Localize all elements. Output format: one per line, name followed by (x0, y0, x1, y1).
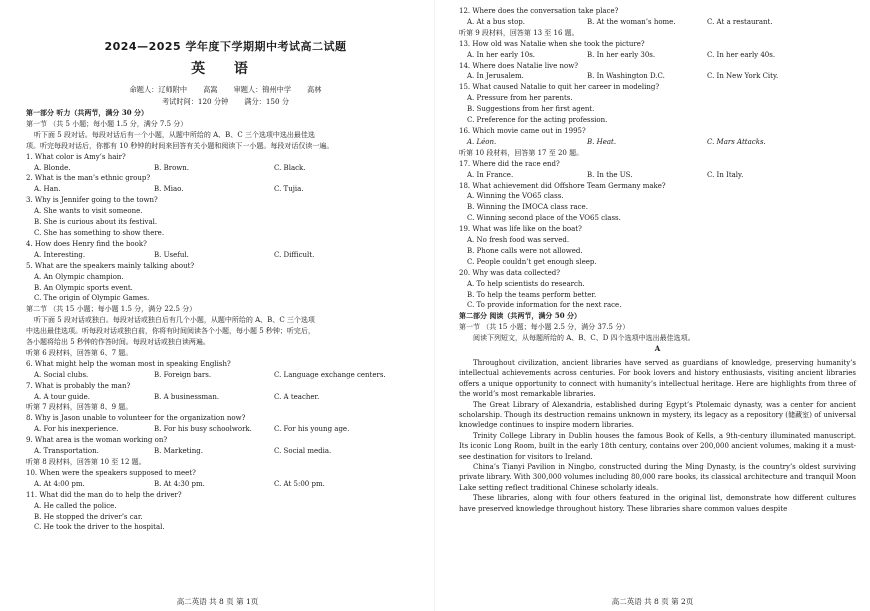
option[interactable]: C. At a restaurant. (707, 17, 773, 26)
question-stem: 8. Why is Jason unable to volunteer for the organization now? (26, 414, 246, 423)
option[interactable]: B. Miao. (154, 185, 184, 194)
question-stem: 18. What achievement did Offshore Team Germany make? (459, 181, 666, 190)
question-stem: 3. Why is Jennifer going to the town? (26, 196, 158, 205)
option[interactable]: A. In Jerusalem. (467, 72, 524, 81)
section2-instruction: 听下面 5 段对话或独白。每段对话或独白后有几个小题，从题中所给的 A、B、C 三个选项 (34, 316, 315, 325)
option[interactable]: B. He stopped the driver’s car. (34, 512, 143, 521)
page-footer: 高二英语 共 8 页 第 2页 (611, 597, 694, 606)
option[interactable]: A. Interesting. (34, 250, 86, 259)
exam-title: 2024—2025 学年度下学期期中考试高二试题 (104, 40, 347, 53)
option[interactable]: B. She is curious about its festival. (34, 218, 158, 227)
question-stem: 14. Where does Natalie live now? (459, 61, 578, 70)
section1-instruction: 项。听完每段对话后，你都有 10 秒钟的时间来回答有关小题和阅读下一小题。每段对话仅读一遍。 (26, 141, 334, 150)
option[interactable]: C. Mars Attacks. (707, 137, 766, 146)
option[interactable]: B. For his busy schoolwork. (154, 425, 252, 434)
question-stem: 7. What is probably the man? (26, 381, 131, 390)
section1-instruction: 听下面 5 段对话。每段对话后有一个小题，从题中所给的 A、B、C 三个选项中选出最佳选 (34, 130, 315, 139)
question-stem: 5. What are the speakers mainly talking about? (26, 261, 195, 270)
part2-instruction: 阅读下列短文，从每题所给的 A、B、C、D 四个选项中选出最佳选项。 (473, 334, 695, 343)
question-stem: 1. What color is Amy’s hair? (26, 152, 126, 161)
option[interactable]: A. In France. (467, 170, 514, 179)
option[interactable]: B. Useful. (154, 250, 189, 259)
option-row (459, 137, 856, 148)
question-stem: 11. What did the man do to help the driver? (26, 490, 182, 499)
setter-label: 命题人：辽师附中 (129, 85, 188, 94)
option[interactable]: A. Transportation. (34, 447, 99, 456)
option-row (26, 479, 425, 490)
passage-paragraph: Trinity College Library in Dublin houses the famous Book of Kells, a 9th-century illuminated manuscript. Its iconic Long Room, built in the early 18th century, contains over 200,000 ancient volumes, making it a must-see destination for visitors to Ireland. (459, 431, 856, 461)
option[interactable]: C. Social media. (274, 447, 332, 456)
material-note: 听第 7 段材料，回答第 8、9 题。 (26, 403, 133, 412)
passage-paragraph: China’s Tianyi Pavilion in Ningbo, constructed during the Ming Dynasty, is the country’s oldest surviving private library. With 300,000 volumes including 80,000 rare books, its classical architecture and tranquil Moon Lake setting reflect traditional Chinese scholarly ideals. (459, 463, 856, 492)
option-row (459, 50, 856, 61)
option[interactable]: B. In her early 30s. (587, 50, 656, 59)
option[interactable]: C. He took the driver to the hospital. (34, 523, 165, 532)
option[interactable]: B. At the woman’s home. (587, 17, 676, 26)
question-stem: 9. What area is the woman working on? (26, 436, 168, 445)
option[interactable]: A. In her early 10s. (467, 50, 536, 59)
option[interactable]: A. Han. (34, 185, 61, 194)
option[interactable]: C. In her early 40s. (707, 50, 776, 59)
question-stem: 6. What might help the woman most in speaking English? (26, 359, 231, 368)
option[interactable]: B. Phone calls were not allowed. (467, 246, 583, 255)
option[interactable]: C. Preference for the acting profession. (467, 116, 608, 125)
question-stem: 4. How does Henry find the book? (26, 239, 147, 248)
material-note: 听第 8 段材料，回答第 10 至 12 题。 (26, 458, 146, 466)
option[interactable]: B. Marketing. (154, 447, 203, 456)
passage-paragraph: Throughout civilization, ancient libraries have served as guardians of knowledge, preserving humanity’s intellectual achievements across centuries. For book lovers and history enthusiasts, visiting ancient libraries offers a unique opportunity to connect with humanity’s intellectual heritage. Here are highlights from three of the world’s most remarkable libraries. (459, 359, 856, 399)
option[interactable]: C. Language exchange centers. (274, 370, 386, 379)
option[interactable]: C. For his young age. (274, 425, 350, 434)
option[interactable]: B. In Washington D.C. (587, 72, 665, 81)
option[interactable]: B. An Olympic sports event. (34, 283, 133, 292)
question-stem: 12. Where does the conversation take place? (459, 7, 619, 15)
option[interactable]: B. To help the teams perform better. (467, 290, 597, 299)
question-stem: 2. What is the man’s ethnic group? (26, 174, 151, 183)
option[interactable]: A. Blonde. (34, 163, 71, 172)
option-row (26, 250, 425, 261)
option[interactable]: B. Foreign bars. (154, 370, 212, 379)
part2-section1-header: 第一节 （共 15 小题；每小题 2.5 分，满分 37.5 分） (459, 323, 630, 332)
option[interactable]: B. In the US. (587, 170, 633, 179)
exam-score: 满分：150 分 (244, 97, 290, 106)
option-row (459, 17, 856, 28)
question-stem: 10. When were the speakers supposed to meet? (26, 468, 196, 477)
option-row (459, 71, 856, 82)
option[interactable]: A. At a bus stop. (467, 17, 526, 26)
option[interactable]: C. Difficult. (274, 250, 315, 259)
section2-header: 第二节 （共 15 小题；每小题 1.5 分，满分 22.5 分） (26, 305, 197, 314)
option[interactable]: C. The origin of Olympic Games. (34, 294, 150, 303)
option-row (26, 163, 425, 174)
section2-instruction: 中选出最佳选项。听每段对话或独白前，你将有时间阅读各个小题，每小题 5 秒钟；听完后， (26, 327, 315, 336)
reviewer-name: 高林 (307, 85, 322, 94)
option[interactable]: B. A businessman. (154, 392, 220, 401)
section2-instruction: 各小题将给出 5 秒钟的作答时间。每段对话或独白读两遍。 (26, 338, 210, 347)
page-footer: 高二英语 共 8 页 第 1页 (176, 597, 259, 606)
option[interactable]: C. At 5:00 pm. (274, 479, 325, 488)
option[interactable]: A. At 4:00 pm. (34, 479, 85, 488)
question-stem: 16. Which movie came out in 1995? (459, 126, 586, 135)
question-stem: 13. How old was Natalie when she took the picture? (459, 39, 645, 48)
option[interactable]: A. For his inexperience. (34, 425, 119, 434)
passage-paragraph: The Great Library of Alexandria, established during Egypt’s Ptolemaic dynasty, was a center for ancient scholarship. Though its destruction remains unknown in mystery, its legacy as a repository (储藏室) of universal knowledge continues to inspire modern libraries. (459, 400, 856, 430)
option-row (26, 424, 425, 435)
option[interactable]: A. She wants to visit someone. (34, 207, 143, 216)
subject-title: 英 语 (191, 61, 260, 77)
option[interactable]: B. At 4:30 pm. (154, 479, 205, 488)
option-row (26, 392, 425, 403)
option[interactable]: C. In Italy. (707, 170, 744, 179)
option[interactable]: B. Brown. (154, 163, 190, 172)
option[interactable]: A. He called the police. (34, 501, 117, 510)
option[interactable]: A. Pressure from her parents. (467, 94, 573, 103)
option[interactable]: A. An Olympic champion. (34, 272, 124, 281)
option-row (26, 446, 425, 457)
part2-header: 第二部分 阅读（共两节，满分 50 分） (459, 311, 582, 321)
option[interactable]: C. She has something to show there. (34, 228, 165, 237)
passage-paragraph: These libraries, along with four others featured in the original list, demonstrate how different cultures have preserved knowledge throughout history. These libraries share common values despite (459, 494, 856, 513)
option[interactable]: C. People couldn’t get enough sleep. (467, 257, 597, 266)
author-line (26, 84, 425, 96)
part1-header: 第一部分 听力（共两节，满分 30 分） (26, 108, 149, 117)
option-row (459, 170, 856, 181)
option-row (26, 370, 425, 381)
exam-page-2 (435, 0, 870, 611)
material-note: 听第 10 段材料，回答第 17 至 20 题。 (459, 148, 584, 157)
reviewer-label: 审题人：锦州中学 (233, 85, 292, 94)
material-note: 听第 6 段材料，回答第 6、7 题。 (26, 348, 133, 357)
option[interactable]: B. Winning the IMOCA class race. (467, 203, 588, 212)
setter-name: 高嵩 (203, 85, 218, 94)
exam-info-line (26, 96, 425, 108)
option[interactable]: B. Suggestions from her first agent. (467, 105, 595, 114)
option[interactable]: A. A tour guide. (34, 392, 90, 401)
option[interactable]: C. Winning second place of the VO65 class. (467, 214, 621, 223)
material-note: 听第 9 段材料，回答第 13 至 16 题。 (459, 28, 579, 37)
question-stem: 15. What caused Natalie to quit her career in modeling? (459, 83, 660, 92)
option-row (26, 184, 425, 195)
option[interactable]: A. Léon. (467, 137, 497, 146)
question-stem: 20. Why was data collected? (459, 268, 560, 277)
passage-label: A (654, 344, 661, 354)
exam-time: 考试时间：120 分钟 (161, 97, 229, 106)
option[interactable]: C. Tujia. (274, 185, 304, 194)
option[interactable]: A. No fresh food was served. (467, 236, 570, 245)
option[interactable]: A. To help scientists do research. (467, 279, 585, 288)
option[interactable]: A. Winning the VO65 class. (467, 192, 564, 201)
question-stem: 19. What was life like on the boat? (459, 225, 582, 234)
question-stem: 17. Where did the race end? (459, 159, 560, 168)
option[interactable]: C. A teacher. (274, 392, 320, 401)
option[interactable]: B. Heat. (587, 137, 617, 146)
option[interactable]: C. Black. (274, 163, 306, 172)
option[interactable]: A. Social clubs. (34, 370, 89, 379)
section1-header: 第一节 （共 5 小题；每小题 1.5 分，满分 7.5 分） (26, 119, 188, 128)
option[interactable]: C. In New York City. (707, 72, 779, 81)
option[interactable]: C. To provide information for the next race. (467, 301, 622, 310)
